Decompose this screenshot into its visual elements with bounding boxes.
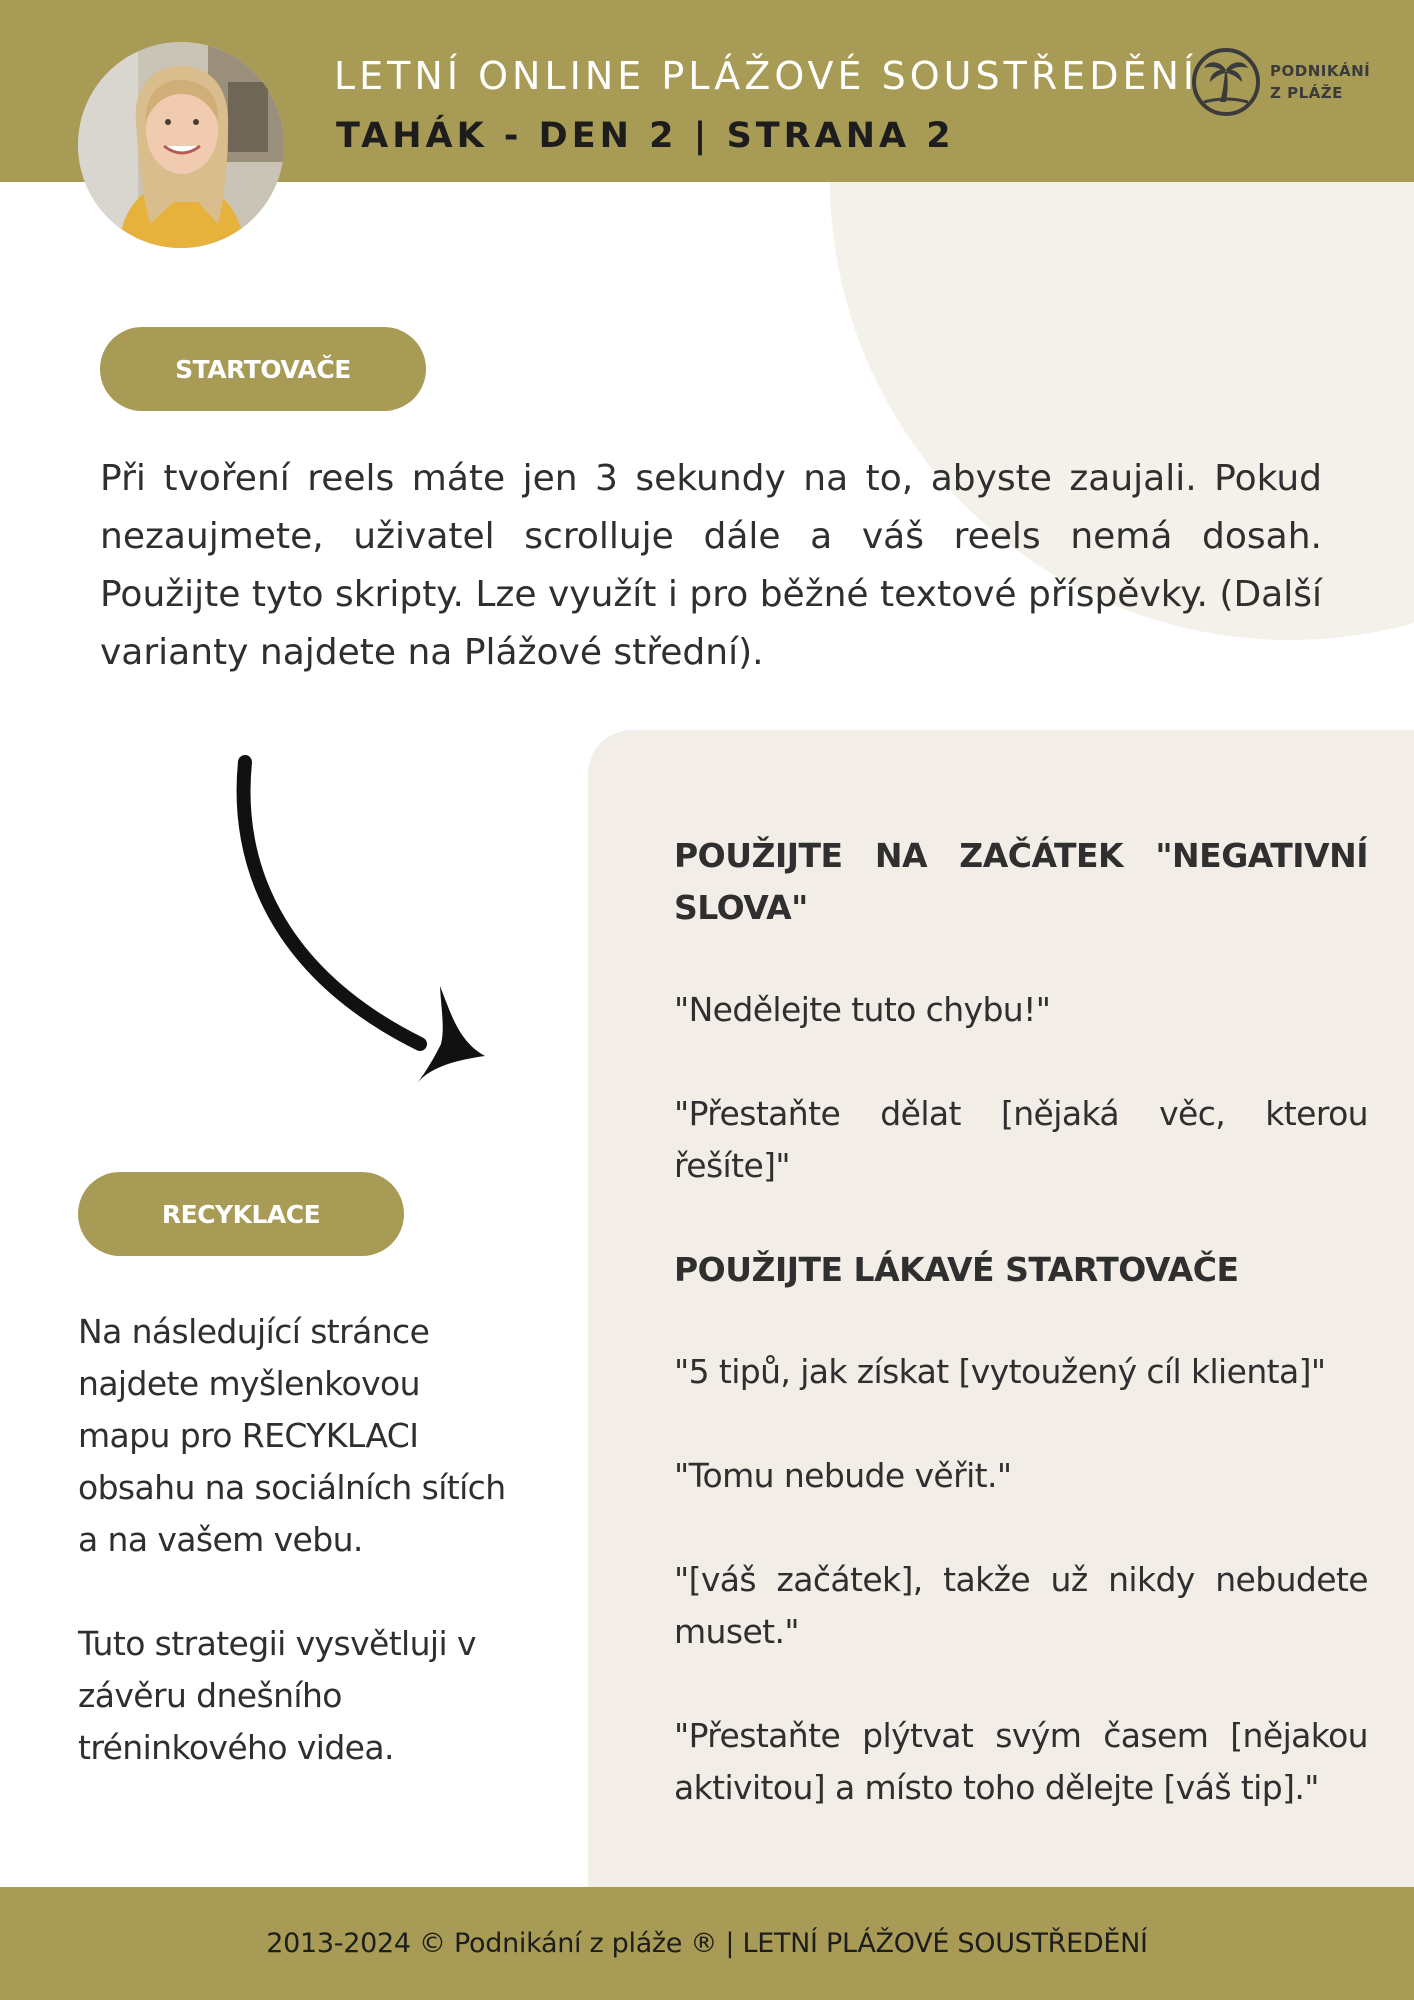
tips-heading-negative-words: POUŽIJTE NA ZAČÁTEK "NEGATIVNÍ SLOVA" (674, 836, 1368, 927)
tip-item: "Přestaňte dělat [nějaká věc, kterou řešíte]" (674, 1094, 1368, 1185)
page-subtitle: TAHÁK - DEN 2 | STRANA 2 (336, 116, 955, 156)
footer-copyright: 2013-2024 © Podnikání z pláže ® | LETNÍ PLÁŽOVÉ SOUSTŘEDĚNÍ (266, 1928, 1148, 1959)
recyklace-text (78, 1306, 508, 1826)
logo-text (1270, 60, 1370, 104)
author-photo (78, 42, 284, 248)
intro-paragraph: Při tvoření reels máte jen 3 sekundy na to, abyste zaujali. Pokud nezaujmete, uživatel scrolluje dále a váš reels nemá dosah. Použijte tyto skripty. Lze využít i pro běžné textové příspěvky. (Další varianty najdete na Plážové střední). (100, 458, 1322, 673)
recyklace-paragraph-1: Na následující stránce najdete myšlenkovou mapu pro RECYKLACI obsahu na sociálních sítích a na vašem vebu. (78, 1312, 506, 1559)
recyklace-badge: RECYKLACE (78, 1172, 404, 1256)
startovace-badge: STARTOVAČE (100, 327, 426, 411)
curved-arrow-icon (215, 752, 515, 1092)
tips-list (674, 830, 1368, 1866)
logo-line-1: PODNIKÁNÍ (1270, 62, 1371, 80)
tip-item: "5 tipů, jak získat [vytoužený cíl klienta]" (674, 1352, 1326, 1391)
brand-logo (1190, 46, 1400, 122)
tip-item: "Nedělejte tuto chybu!" (674, 990, 1051, 1029)
logo-line-2: Z PLÁŽE (1270, 84, 1343, 102)
tips-heading-attractive-starters: POUŽIJTE LÁKAVÉ STARTOVAČE (674, 1250, 1239, 1289)
page-title: LETNÍ ONLINE PLÁŽOVÉ SOUSTŘEDĚNÍ (334, 54, 1199, 98)
tip-item: "Přestaňte plýtvat svým časem [nějakou aktivitou] a místo toho dělejte [váš tip]." (674, 1716, 1368, 1807)
recyklace-paragraph-2: Tuto strategii vysvětluji v závěru dnešního tréninkového videa. (78, 1624, 476, 1767)
tip-item: "Tomu nebude věřit." (674, 1456, 1012, 1495)
footer-bar (0, 1887, 1414, 2000)
palm-tree-icon (1190, 46, 1262, 118)
tip-item: "[váš začátek], takže už nikdy nebudete muset." (674, 1560, 1368, 1651)
author-portrait-illustration (78, 42, 284, 248)
